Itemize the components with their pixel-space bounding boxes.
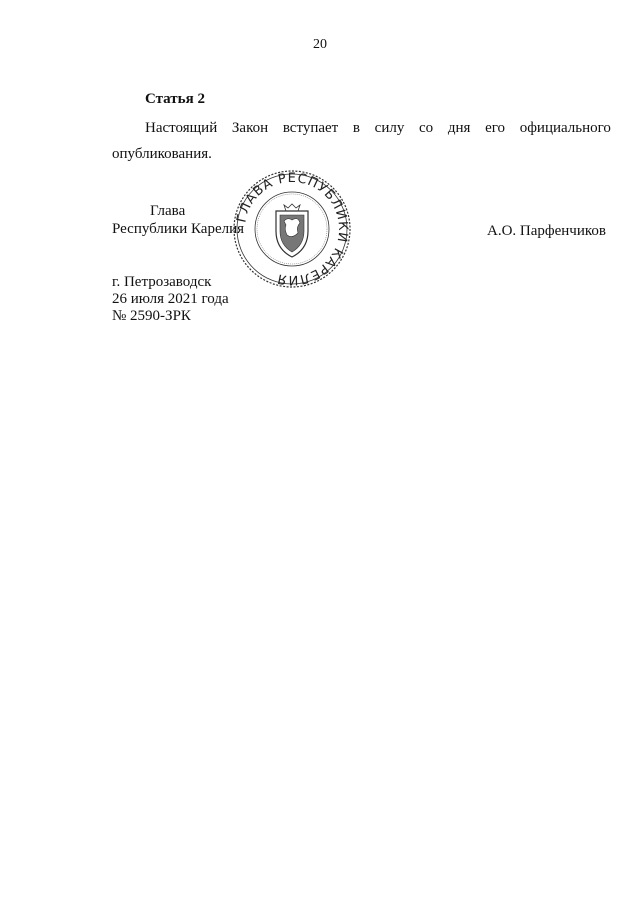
coat-of-arms-icon xyxy=(276,204,308,257)
document-number: № 2590-ЗРК xyxy=(112,308,191,324)
seal-ring-text: ГЛАВА РЕСПУБЛИКИ КАРЕЛИЯ xyxy=(234,170,351,288)
signer-title-line-1: Глава xyxy=(150,203,186,219)
official-seal-icon xyxy=(232,169,352,289)
article-title: Статья 2 xyxy=(145,91,205,107)
word: Закон xyxy=(231,120,269,136)
city: г. Петрозаводск xyxy=(112,274,212,290)
paragraph-line-2: опубликования. xyxy=(112,146,212,162)
word: в xyxy=(352,120,360,136)
word: дня xyxy=(447,120,471,136)
word: его xyxy=(485,120,506,136)
word: официального xyxy=(519,120,611,136)
signer-title-line-2: Республики Карелия xyxy=(112,221,245,237)
word: вступает xyxy=(282,120,339,136)
word: силу xyxy=(374,120,405,136)
word: Настоящий xyxy=(145,120,218,136)
document-date: 26 июля 2021 года xyxy=(112,291,229,307)
word: со xyxy=(419,120,434,136)
signer-name: А.О. Парфенчиков xyxy=(487,223,606,239)
paragraph-line-1 xyxy=(145,120,611,137)
page-number: 20 xyxy=(313,37,327,52)
